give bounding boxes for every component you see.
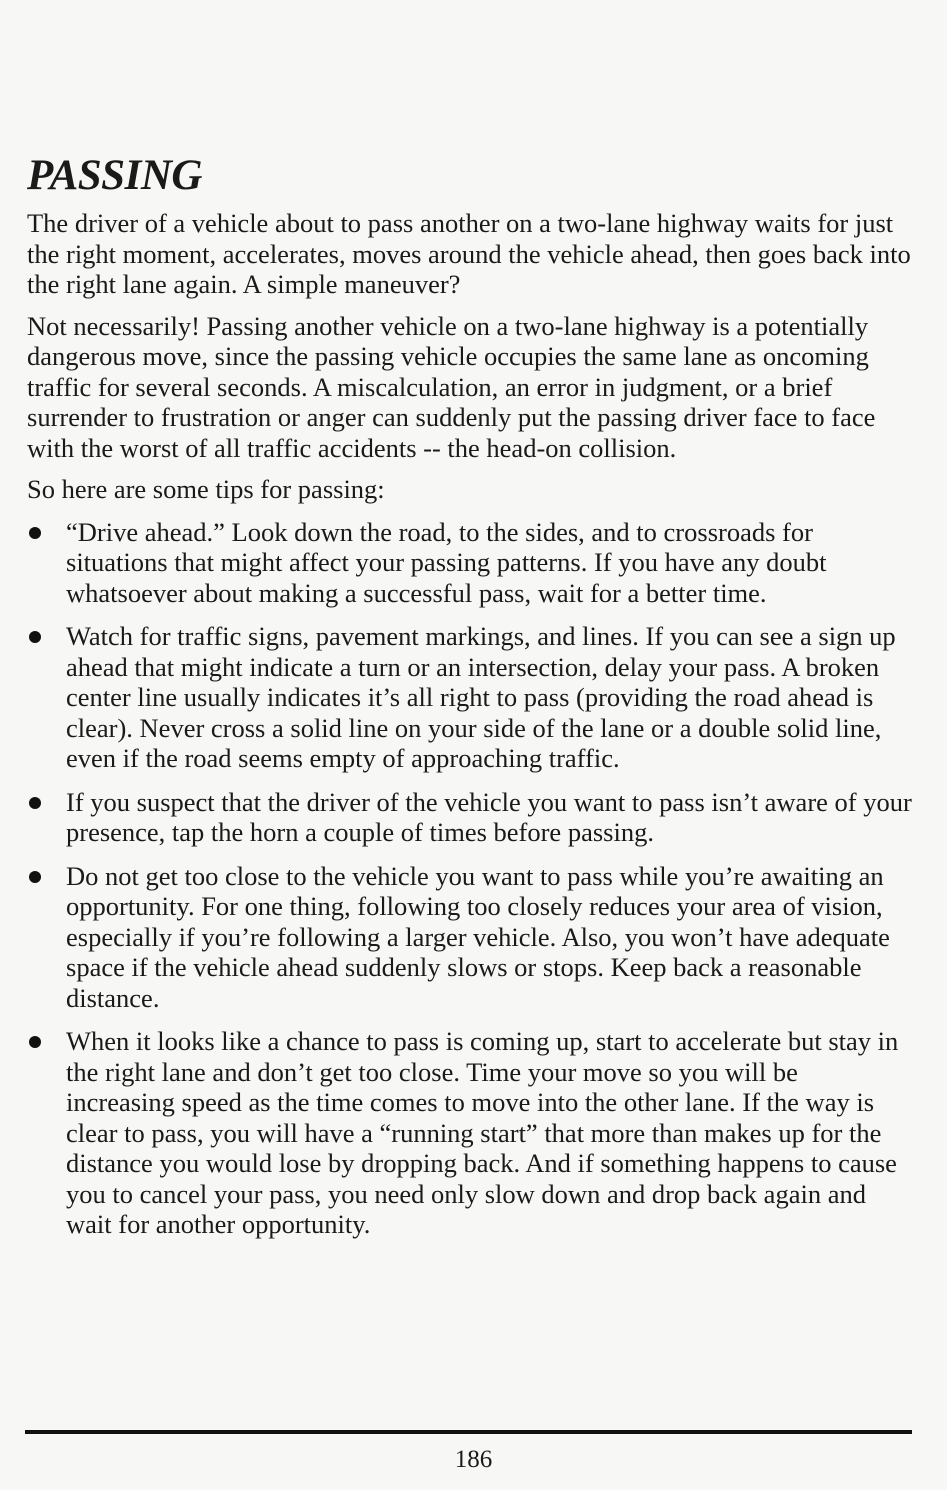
tip-text: Do not get too close to the vehicle you want to pass while you’re awaiting an opportunity. For one thing, following too closely reduces your area of vision, especially if you’re following a larger vehicle. Also, you won’t have adequate space if the vehicle ahead suddenly slows or stops. Keep back a reasonable distance. bbox=[66, 860, 890, 1013]
bullet-icon bbox=[29, 527, 41, 539]
intro-paragraph: The driver of a vehicle about to pass another on a two-lane highway waits for just the right moment, accelerates, moves around the vehicle ahead, then goes back into the right lane again. A simple maneuver? bbox=[27, 208, 911, 299]
footer-divider bbox=[25, 1430, 912, 1434]
list-item bbox=[27, 787, 912, 848]
page-content bbox=[27, 150, 912, 1253]
tip-text: When it looks like a chance to pass is coming up, start to accelerate but stay in the right lane and don’t get too close. Time your move so you will be increasing speed as the time comes to move into the other lane. If the way is clear to pass, you will have a “running start” that more than makes up for the distance you would lose by dropping back. And if something happens to cause you to cancel your pass, you need only slow down and drop back again and wait for another opportunity. bbox=[66, 1026, 899, 1239]
tips-lead-in: So here are some tips for passing: bbox=[27, 474, 385, 504]
tip-text: “Drive ahead.” Look down the road, to the sides, and to crossroads for situations that might affect your passing patterns. If you have any doubt whatsoever about making a successful pass, wait for a better time. bbox=[66, 516, 827, 608]
list-item bbox=[27, 517, 912, 609]
bullet-icon bbox=[29, 797, 41, 809]
bullet-icon bbox=[29, 871, 41, 883]
page-number: 186 bbox=[454, 1446, 493, 1473]
list-item bbox=[27, 861, 912, 1014]
warning-paragraph: Not necessarily! Passing another vehicle on a two-lane highway is a potentially dangerous move, since the passing vehicle occupies the same lane as oncoming traffic for several seconds. A miscalculation, an error in judgment, or a brief surrender to frustration or anger can suddenly put the passing driver face to face with the worst of all traffic accidents -- the head-on collision. bbox=[27, 310, 876, 463]
tip-text: Watch for traffic signs, pavement markings, and lines. If you can see a sign up ahead that might indicate a turn or an intersection, delay your pass. A broken center line usually indicates it’s all right to pass (providing the road ahead is clear). Never cross a solid line on your side of the lane or a double solid line, even if the road seems empty of approaching traffic. bbox=[66, 621, 896, 773]
section-title: PASSING bbox=[27, 152, 202, 199]
bullet-icon bbox=[29, 1036, 41, 1048]
bullet-icon bbox=[29, 631, 41, 643]
tips-list bbox=[27, 517, 912, 1240]
list-item bbox=[27, 621, 912, 774]
list-item bbox=[27, 1026, 912, 1240]
tip-text: If you suspect that the driver of the vehicle you want to pass isn’t aware of your presence, tap the horn a couple of times before passing. bbox=[66, 786, 912, 847]
